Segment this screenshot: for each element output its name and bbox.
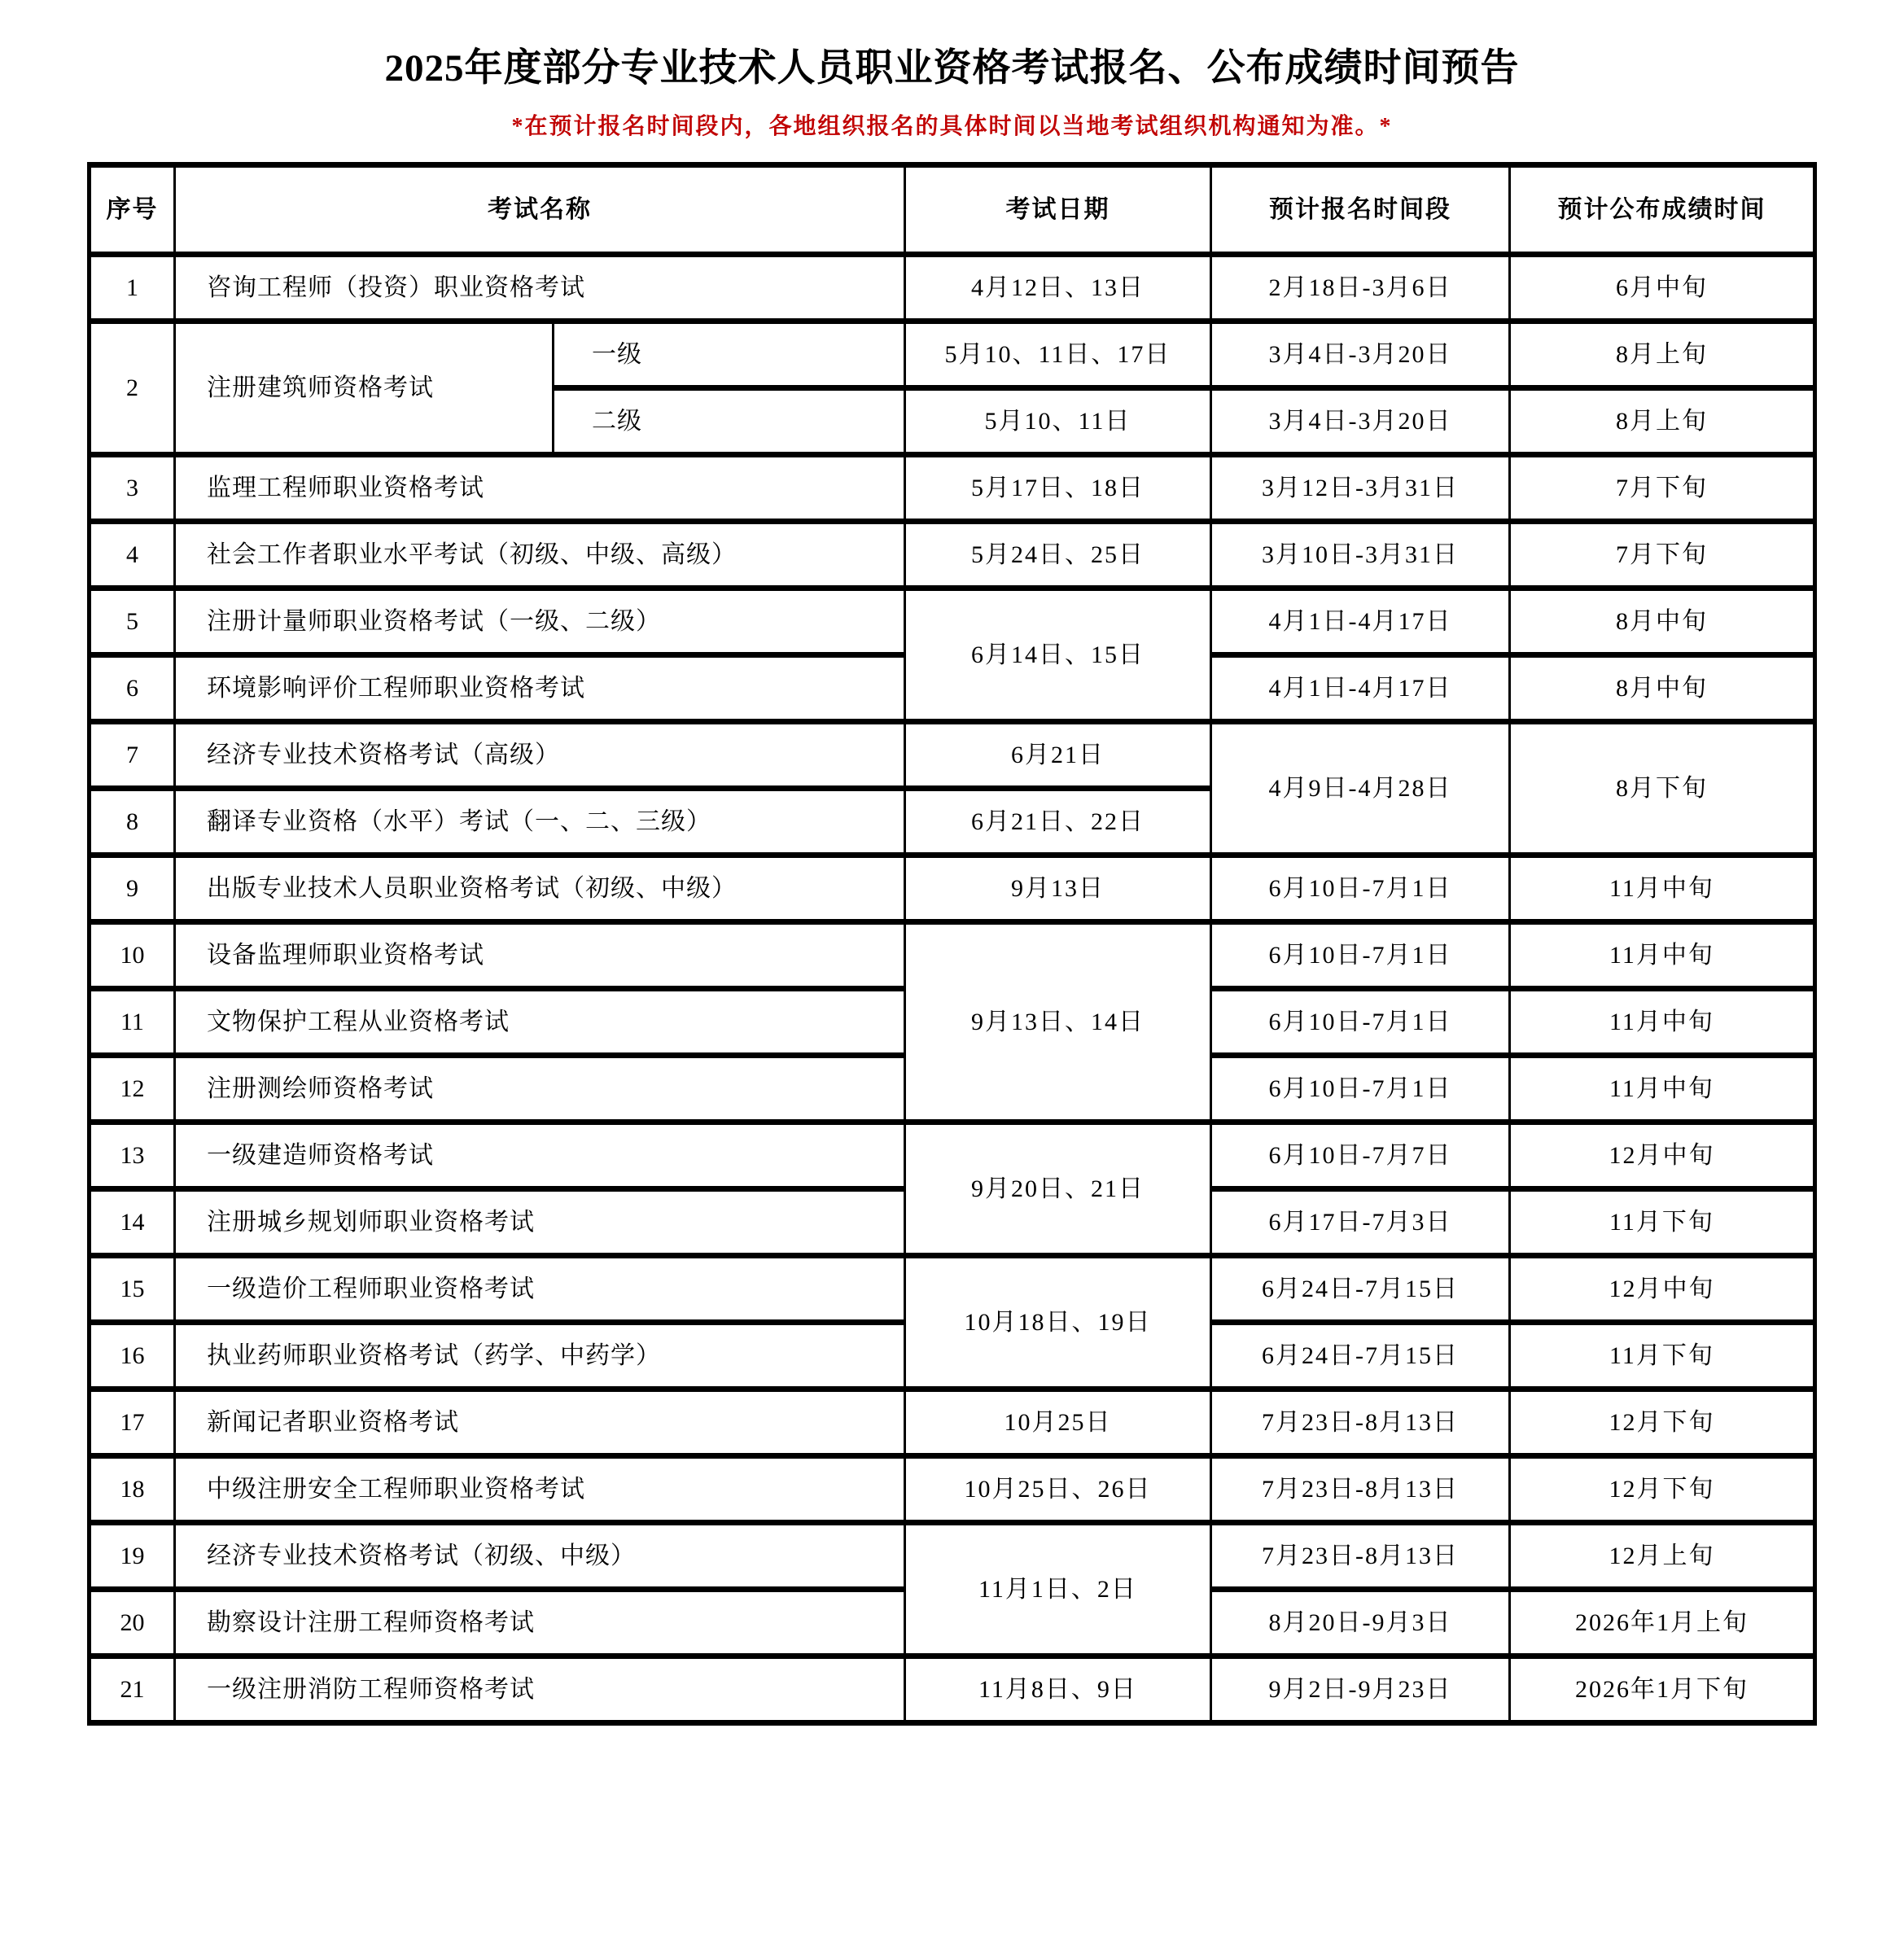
- cell-exam-name: 一级造价工程师职业资格考试: [175, 1256, 905, 1323]
- document-page: [0, 37, 1904, 1726]
- cell-result-time: 7月下旬: [1510, 455, 1815, 522]
- cell-exam-name: 环境影响评价工程师职业资格考试: [175, 655, 905, 722]
- cell-exam-name: 翻译专业资格（水平）考试（一、二、三级）: [175, 789, 905, 855]
- cell-exam-date: 5月17日、18日: [905, 455, 1211, 522]
- table-row: [90, 1523, 1815, 1590]
- cell-index: 14: [90, 1189, 175, 1256]
- col-header-exam-name: 考试名称: [175, 165, 905, 255]
- cell-exam-date: 11月8日、9日: [905, 1656, 1211, 1723]
- cell-exam-name: 勘察设计注册工程师资格考试: [175, 1590, 905, 1656]
- cell-exam-date: 9月13日: [905, 855, 1211, 922]
- cell-index: 5: [90, 589, 175, 655]
- page-title: 2025年度部分专业技术人员职业资格考试报名、公布成绩时间预告: [384, 47, 1520, 90]
- cell-index: 7: [90, 722, 175, 789]
- cell-exam-name: 咨询工程师（投资）职业资格考试: [175, 255, 905, 322]
- cell-result-time: 11月下旬: [1510, 1189, 1815, 1256]
- cell-result-time: 2026年1月上旬: [1510, 1590, 1815, 1656]
- cell-result-time: 7月下旬: [1510, 522, 1815, 589]
- cell-exam-date: 9月13日、14日: [905, 922, 1211, 1122]
- cell-exam-date: 5月10、11日: [905, 388, 1211, 455]
- cell-exam-date: 10月18日、19日: [905, 1256, 1211, 1389]
- cell-reg-period: 3月4日-3月20日: [1211, 322, 1510, 388]
- table-row: [90, 1656, 1815, 1723]
- cell-index: 21: [90, 1656, 175, 1723]
- cell-result-time: 11月中旬: [1510, 855, 1815, 922]
- cell-exam-date: 11月1日、2日: [905, 1523, 1211, 1656]
- exam-table: [87, 162, 1817, 1726]
- cell-reg-period: 7月23日-8月13日: [1211, 1389, 1510, 1456]
- table-row: [90, 722, 1815, 789]
- table-row: [90, 522, 1815, 589]
- cell-index: 20: [90, 1590, 175, 1656]
- cell-exam-level: 二级: [554, 388, 905, 455]
- cell-index: 2: [90, 322, 175, 455]
- cell-result-time: 11月中旬: [1510, 989, 1815, 1056]
- cell-exam-date: 6月21日: [905, 722, 1211, 789]
- cell-reg-period: 6月10日-7月1日: [1211, 989, 1510, 1056]
- cell-result-time: 12月下旬: [1510, 1456, 1815, 1523]
- cell-exam-name: 文物保护工程从业资格考试: [175, 989, 905, 1056]
- table-row: [90, 1456, 1815, 1523]
- cell-reg-period: 3月10日-3月31日: [1211, 522, 1510, 589]
- cell-result-time: 2026年1月下旬: [1510, 1656, 1815, 1723]
- table-row: [90, 1122, 1815, 1189]
- cell-exam-name: 一级注册消防工程师资格考试: [175, 1656, 905, 1723]
- cell-exam-name: 注册计量师职业资格考试（一级、二级）: [175, 589, 905, 655]
- cell-exam-date: 5月24日、25日: [905, 522, 1211, 589]
- cell-reg-period: 6月17日-7月3日: [1211, 1189, 1510, 1256]
- cell-reg-period: 6月10日-7月1日: [1211, 855, 1510, 922]
- cell-reg-period: 4月1日-4月17日: [1211, 589, 1510, 655]
- cell-result-time: 12月中旬: [1510, 1256, 1815, 1323]
- note: *在预计报名时间段内，各地组织报名的具体时间以当地考试组织机构通知为准。*: [511, 114, 1393, 139]
- table-row: [90, 589, 1815, 655]
- cell-exam-level: 一级: [554, 322, 905, 388]
- cell-index: 11: [90, 989, 175, 1056]
- cell-exam-name: 监理工程师职业资格考试: [175, 455, 905, 522]
- table-row: [90, 1389, 1815, 1456]
- cell-result-time: 8月下旬: [1510, 722, 1815, 855]
- cell-index: 12: [90, 1056, 175, 1122]
- cell-exam-date: 5月10、11日、17日: [905, 322, 1211, 388]
- cell-reg-period: 3月4日-3月20日: [1211, 388, 1510, 455]
- table-row: [90, 455, 1815, 522]
- cell-result-time: 11月中旬: [1510, 922, 1815, 989]
- cell-result-time: 8月中旬: [1510, 655, 1815, 722]
- cell-reg-period: 2月18日-3月6日: [1211, 255, 1510, 322]
- cell-reg-period: 7月23日-8月13日: [1211, 1523, 1510, 1590]
- cell-exam-name: 出版专业技术人员职业资格考试（初级、中级）: [175, 855, 905, 922]
- cell-index: 16: [90, 1323, 175, 1389]
- cell-exam-name: 注册建筑师资格考试: [175, 322, 554, 455]
- cell-index: 3: [90, 455, 175, 522]
- cell-exam-name: 经济专业技术资格考试（初级、中级）: [175, 1523, 905, 1590]
- cell-reg-period: 6月24日-7月15日: [1211, 1323, 1510, 1389]
- cell-index: 13: [90, 1122, 175, 1189]
- cell-exam-name: 新闻记者职业资格考试: [175, 1389, 905, 1456]
- exam-table-body: [90, 255, 1815, 1723]
- cell-exam-name: 经济专业技术资格考试（高级）: [175, 722, 905, 789]
- table-row: [90, 255, 1815, 322]
- cell-reg-period: 8月20日-9月3日: [1211, 1590, 1510, 1656]
- cell-result-time: 12月下旬: [1510, 1389, 1815, 1456]
- col-header-reg-period: 预计报名时间段: [1211, 165, 1510, 255]
- table-row: [90, 922, 1815, 989]
- cell-exam-date: 4月12日、13日: [905, 255, 1211, 322]
- cell-index: 19: [90, 1523, 175, 1590]
- cell-reg-period: 7月23日-8月13日: [1211, 1456, 1510, 1523]
- cell-exam-name: 注册城乡规划师职业资格考试: [175, 1189, 905, 1256]
- cell-index: 15: [90, 1256, 175, 1323]
- cell-exam-name: 设备监理师职业资格考试: [175, 922, 905, 989]
- table-row: [90, 1256, 1815, 1323]
- cell-result-time: 8月上旬: [1510, 388, 1815, 455]
- cell-reg-period: 6月10日-7月1日: [1211, 1056, 1510, 1122]
- cell-index: 10: [90, 922, 175, 989]
- cell-result-time: 8月上旬: [1510, 322, 1815, 388]
- cell-reg-period: 4月1日-4月17日: [1211, 655, 1510, 722]
- table-row: [90, 322, 1815, 388]
- cell-exam-name: 注册测绘师资格考试: [175, 1056, 905, 1122]
- cell-reg-period: 3月12日-3月31日: [1211, 455, 1510, 522]
- table-header-row: [90, 165, 1815, 255]
- cell-reg-period: 9月2日-9月23日: [1211, 1656, 1510, 1723]
- cell-exam-date: 9月20日、21日: [905, 1122, 1211, 1256]
- cell-reg-period: 6月24日-7月15日: [1211, 1256, 1510, 1323]
- cell-exam-date: 10月25日: [905, 1389, 1211, 1456]
- cell-exam-date: 10月25日、26日: [905, 1456, 1211, 1523]
- cell-exam-name: 中级注册安全工程师职业资格考试: [175, 1456, 905, 1523]
- col-header-result-time: 预计公布成绩时间: [1510, 165, 1815, 255]
- cell-reg-period: 6月10日-7月7日: [1211, 1122, 1510, 1189]
- cell-result-time: 11月下旬: [1510, 1323, 1815, 1389]
- cell-index: 1: [90, 255, 175, 322]
- cell-reg-period: 4月9日-4月28日: [1211, 722, 1510, 855]
- cell-result-time: 12月中旬: [1510, 1122, 1815, 1189]
- cell-result-time: 8月中旬: [1510, 589, 1815, 655]
- table-row: [90, 855, 1815, 922]
- cell-reg-period: 6月10日-7月1日: [1211, 922, 1510, 989]
- cell-index: 17: [90, 1389, 175, 1456]
- cell-exam-name: 执业药师职业资格考试（药学、中药学）: [175, 1323, 905, 1389]
- cell-result-time: 6月中旬: [1510, 255, 1815, 322]
- cell-exam-name: 社会工作者职业水平考试（初级、中级、高级）: [175, 522, 905, 589]
- cell-exam-name: 一级建造师资格考试: [175, 1122, 905, 1189]
- cell-result-time: 11月中旬: [1510, 1056, 1815, 1122]
- cell-index: 18: [90, 1456, 175, 1523]
- cell-index: 6: [90, 655, 175, 722]
- col-header-index: 序号: [90, 165, 175, 255]
- cell-index: 8: [90, 789, 175, 855]
- cell-index: 9: [90, 855, 175, 922]
- cell-exam-date: 6月21日、22日: [905, 789, 1211, 855]
- cell-exam-date: 6月14日、15日: [905, 589, 1211, 722]
- cell-index: 4: [90, 522, 175, 589]
- col-header-exam-date: 考试日期: [905, 165, 1211, 255]
- cell-result-time: 12月上旬: [1510, 1523, 1815, 1590]
